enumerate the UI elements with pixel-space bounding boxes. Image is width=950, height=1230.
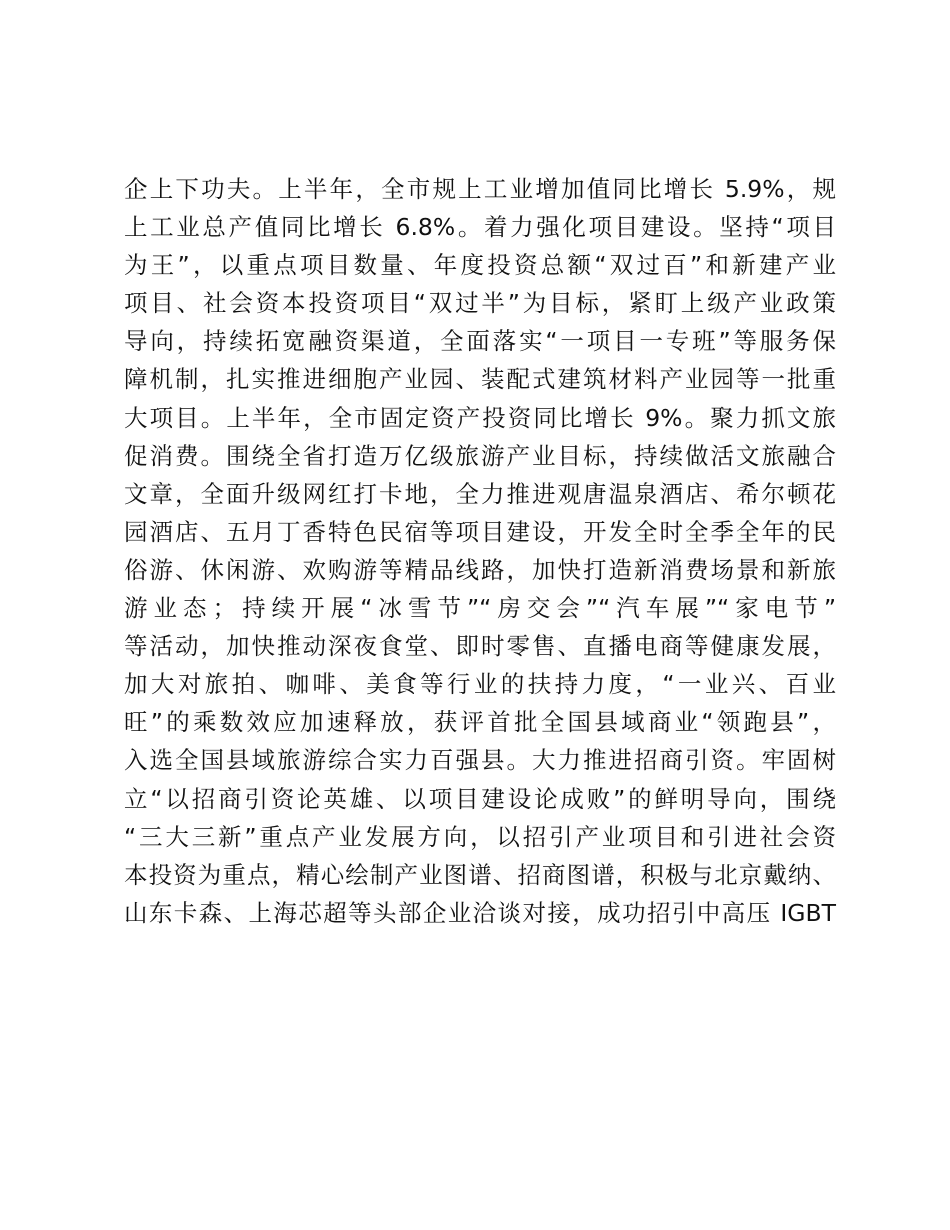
text-line-13: 等活动，加快推动深夜食堂、即时零售、直播电商等健康发展， (124, 632, 836, 661)
text-line-5: 导向，持续拓宽融资渠道，全面落实“一项目一专班”等服务保 (124, 327, 836, 356)
text-line-17: 立“以招商引资论英雄、以项目建设论成败”的鲜明导向，围绕 (124, 784, 836, 813)
text-line-3: 为王”，以重点项目数量、年度投资总额“双过百”和新建产业 (124, 251, 836, 280)
text-line-16: 入选全国县域旅游综合实力百强县。大力推进招商引资。牢固树 (124, 746, 836, 775)
text-line-19: 本投资为重点，精心绘制产业图谱、招商图谱，积极与北京戴纳、 (124, 860, 836, 889)
body-paragraph (124, 170, 836, 932)
text-line-6: 障机制，扎实推进细胞产业园、装配式建筑材料产业园等一批重 (124, 365, 836, 394)
text-line-11: 俗游、休闲游、欢购游等精品线路，加快打造新消费场景和新旅 (124, 555, 836, 584)
text-line-1: 企上下功夫。上半年，全市规上工业增加值同比增长 5.9%，规 (124, 175, 836, 203)
text-line-8: 促消费。围绕全省打造万亿级旅游产业目标，持续做活文旅融合 (124, 441, 836, 470)
text-line-20: 山东卡森、上海芯超等头部企业洽谈对接，成功招引中高压 IGBT (124, 898, 836, 927)
text-line-18: “三大三新”重点产业发展方向，以招引产业项目和引进社会资 (124, 822, 836, 851)
text-line-10: 园酒店、五月丁香特色民宿等项目建设，开发全时全季全年的民 (124, 517, 836, 546)
text-line-4: 项目、社会资本投资项目“双过半”为目标，紧盯上级产业政策 (124, 289, 836, 318)
text-line-15: 旺”的乘数效应加速释放，获评首批全国县域商业“领跑县”， (124, 708, 836, 737)
text-line-7: 大项目。上半年，全市固定资产投资同比增长 9%。聚力抓文旅 (124, 403, 836, 432)
text-line-12: 游业态；持续开展“冰雪节”“房交会”“汽车展”“家电节” (124, 594, 836, 623)
text-line-14: 加大对旅拍、咖啡、美食等行业的扶持力度，“一业兴、百业 (124, 670, 836, 699)
text-line-9: 文章，全面升级网红打卡地，全力推进观唐温泉酒店、希尔顿花 (124, 479, 836, 508)
text-line-2: 上工业总产值同比增长 6.8%。着力强化项目建设。坚持“项目 (124, 213, 836, 242)
